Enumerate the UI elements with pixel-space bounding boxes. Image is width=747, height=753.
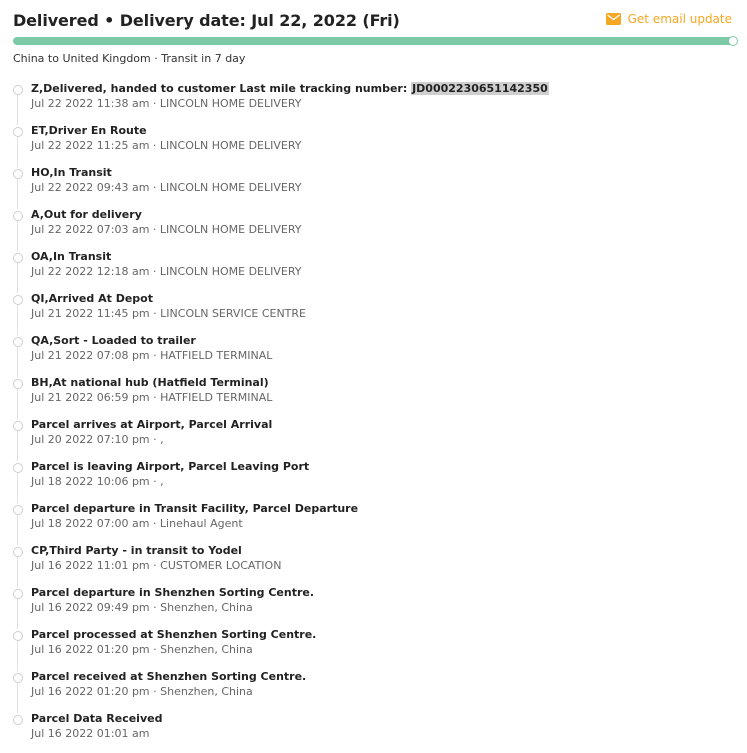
timeline-event — [13, 249, 734, 291]
event-time: Jul 16 2022 01:20 pm — [31, 643, 150, 656]
event-status-text: Parcel processed at Shenzhen Sorting Centre. — [31, 628, 317, 641]
event-meta-separator: · — [149, 475, 161, 488]
event-status-text: ET,Driver En Route — [31, 124, 147, 137]
event-status-text: Parcel is leaving Airport, Parcel Leaving Port — [31, 460, 310, 473]
timeline-connector — [17, 557, 18, 587]
timeline-dot-icon — [13, 253, 23, 263]
delivery-progress-bar — [13, 37, 734, 45]
timeline-connector — [17, 473, 18, 503]
timeline-dot-icon — [13, 127, 23, 137]
timeline-connector — [17, 515, 18, 545]
timeline-dot-icon — [13, 379, 23, 389]
timeline-event — [13, 459, 734, 501]
event-location: CUSTOMER LOCATION — [160, 559, 282, 572]
timeline-event — [13, 627, 734, 669]
event-location: LINCOLN HOME DELIVERY — [159, 139, 302, 152]
timeline-connector — [17, 179, 18, 209]
event-status-text: Parcel departure in Shenzhen Sorting Centre. — [31, 586, 315, 599]
timeline-event — [13, 81, 734, 123]
event-status-text: Parcel received at Shenzhen Sorting Centre. — [31, 670, 307, 683]
event-status — [31, 418, 272, 431]
get-email-update-label: Get email update — [627, 12, 732, 26]
event-status — [31, 376, 269, 389]
event-meta-separator: · — [149, 349, 161, 362]
event-status — [31, 208, 142, 221]
event-meta-separator: · — [149, 181, 160, 194]
timeline-connector — [17, 347, 18, 377]
timeline-dot-icon — [13, 715, 23, 725]
event-status-text: QA,Sort - Loaded to trailer — [31, 334, 196, 347]
timeline-dot-icon — [13, 85, 23, 95]
event-time: Jul 16 2022 01:01 am — [31, 727, 150, 740]
event-meta-separator: · — [149, 601, 161, 614]
timeline-dot-icon — [13, 505, 23, 515]
delivery-progress-end-marker — [728, 36, 738, 46]
event-location: Linehaul Agent — [159, 517, 243, 530]
event-meta-separator: · — [149, 685, 161, 698]
event-meta — [31, 685, 253, 698]
event-status — [31, 544, 242, 557]
timeline-dot-icon — [13, 673, 23, 683]
event-status-text: A,Out for delivery — [31, 208, 142, 221]
timeline-dot-icon — [13, 421, 23, 431]
tracking-timeline — [13, 81, 734, 753]
timeline-event — [13, 543, 734, 585]
event-location: Shenzhen, China — [160, 601, 253, 614]
timeline-event — [13, 123, 734, 165]
event-time: Jul 16 2022 11:01 pm — [31, 559, 150, 572]
timeline-connector — [17, 95, 18, 125]
event-location: HATFIELD TERMINAL — [160, 391, 273, 404]
event-meta — [31, 559, 281, 572]
event-location: LINCOLN HOME DELIVERY — [159, 97, 302, 110]
event-status — [31, 334, 196, 347]
timeline-dot-icon — [13, 169, 23, 179]
event-status-text: CP,Third Party - in transit to Yodel — [31, 544, 242, 557]
delivery-status-title: Delivered • Delivery date: Jul 22, 2022 (Fri) — [13, 11, 400, 30]
event-meta-separator: · — [149, 517, 160, 530]
event-status-text: QI,Arrived At Depot — [31, 292, 153, 305]
event-meta — [31, 475, 164, 488]
event-status — [31, 292, 153, 305]
event-meta — [31, 307, 306, 320]
event-location: LINCOLN SERVICE CENTRE — [160, 307, 306, 320]
event-status-text: HO,In Transit — [31, 166, 112, 179]
timeline-dot-icon — [13, 211, 23, 221]
timeline-event — [13, 585, 734, 627]
timeline-connector — [17, 683, 18, 713]
event-location: , — [160, 475, 164, 488]
timeline-connector — [17, 137, 18, 167]
route-summary: China to United Kingdom · Transit in 7 day — [13, 52, 246, 65]
event-time: Jul 22 2022 07:03 am — [31, 223, 150, 236]
timeline-event — [13, 207, 734, 249]
timeline-dot-icon — [13, 295, 23, 305]
event-status — [31, 124, 147, 137]
timeline-connector — [17, 641, 18, 671]
last-mile-tracking-number[interactable]: JD0002230651142350 — [412, 82, 548, 95]
tracking-header — [13, 11, 734, 33]
event-meta — [31, 643, 253, 656]
event-time: Jul 16 2022 09:49 pm — [31, 601, 150, 614]
event-meta — [31, 517, 243, 530]
event-status — [31, 250, 111, 263]
event-time: Jul 16 2022 01:20 pm — [31, 685, 150, 698]
event-meta-separator: · — [149, 433, 161, 446]
event-meta-separator: · — [149, 139, 160, 152]
event-status — [31, 628, 316, 641]
event-meta-separator: · — [149, 391, 161, 404]
timeline-connector — [17, 599, 18, 629]
event-status-text: OA,In Transit — [31, 250, 112, 263]
timeline-event — [13, 333, 734, 375]
event-meta — [31, 139, 302, 152]
event-time: Jul 21 2022 07:08 pm — [31, 349, 150, 362]
event-meta-separator: · — [149, 97, 160, 110]
timeline-dot-icon — [13, 631, 23, 641]
timeline-event — [13, 291, 734, 333]
event-time: Jul 22 2022 11:38 am — [31, 97, 150, 110]
event-status-text: Parcel Data Received — [31, 712, 163, 725]
event-location: Shenzhen, China — [160, 643, 253, 656]
timeline-event — [13, 669, 734, 711]
delivery-progress-fill — [13, 37, 734, 45]
timeline-connector — [17, 389, 18, 419]
event-meta — [31, 97, 302, 110]
event-time: Jul 21 2022 11:45 pm — [31, 307, 150, 320]
event-status-text: Parcel departure in Transit Facility, Parcel Departure — [31, 502, 359, 515]
event-meta — [31, 349, 272, 362]
get-email-update-button[interactable] — [606, 12, 732, 26]
event-meta — [31, 433, 164, 446]
event-location: LINCOLN HOME DELIVERY — [159, 265, 302, 278]
timeline-connector — [17, 263, 18, 293]
event-meta-separator: · — [149, 643, 161, 656]
event-status-text: Parcel arrives at Airport, Parcel Arrival — [31, 418, 273, 431]
timeline-connector — [17, 305, 18, 335]
event-location: , — [160, 433, 164, 446]
event-meta — [31, 391, 272, 404]
event-status — [31, 670, 306, 683]
timeline-dot-icon — [13, 547, 23, 557]
event-meta-separator: · — [149, 559, 161, 572]
event-status — [31, 502, 358, 515]
event-time: Jul 18 2022 10:06 pm — [31, 475, 150, 488]
event-time: Jul 22 2022 11:25 am — [31, 139, 150, 152]
event-time: Jul 22 2022 12:18 am — [31, 265, 150, 278]
event-time: Jul 22 2022 09:43 am — [31, 181, 150, 194]
event-time: Jul 20 2022 07:10 pm — [31, 433, 150, 446]
event-status — [31, 712, 162, 725]
event-status — [31, 460, 309, 473]
timeline-connector — [17, 221, 18, 251]
event-status-text: Z,Delivered, handed to customer Last mile tracking number: — [31, 82, 412, 95]
event-status — [31, 166, 112, 179]
event-status — [31, 82, 549, 95]
event-status — [31, 586, 314, 599]
event-location: Shenzhen, China — [160, 685, 253, 698]
event-location: HATFIELD TERMINAL — [160, 349, 273, 362]
timeline-connector — [17, 431, 18, 461]
event-time: Jul 21 2022 06:59 pm — [31, 391, 150, 404]
event-time: Jul 18 2022 07:00 am — [31, 517, 150, 530]
event-status-text: BH,At national hub (Hatfield Terminal) — [31, 376, 269, 389]
timeline-event — [13, 417, 734, 459]
event-location: LINCOLN HOME DELIVERY — [159, 181, 302, 194]
timeline-event — [13, 375, 734, 417]
event-meta — [31, 265, 302, 278]
timeline-event — [13, 501, 734, 543]
event-meta — [31, 181, 302, 194]
timeline-dot-icon — [13, 463, 23, 473]
event-meta-separator: · — [149, 307, 161, 320]
event-meta — [31, 601, 253, 614]
event-location: LINCOLN HOME DELIVERY — [159, 223, 302, 236]
envelope-icon — [606, 13, 621, 25]
timeline-dot-icon — [13, 337, 23, 347]
event-meta-separator: · — [149, 223, 160, 236]
event-meta — [31, 727, 149, 740]
event-meta — [31, 223, 302, 236]
timeline-event — [13, 165, 734, 207]
timeline-dot-icon — [13, 589, 23, 599]
event-meta-separator: · — [149, 265, 160, 278]
